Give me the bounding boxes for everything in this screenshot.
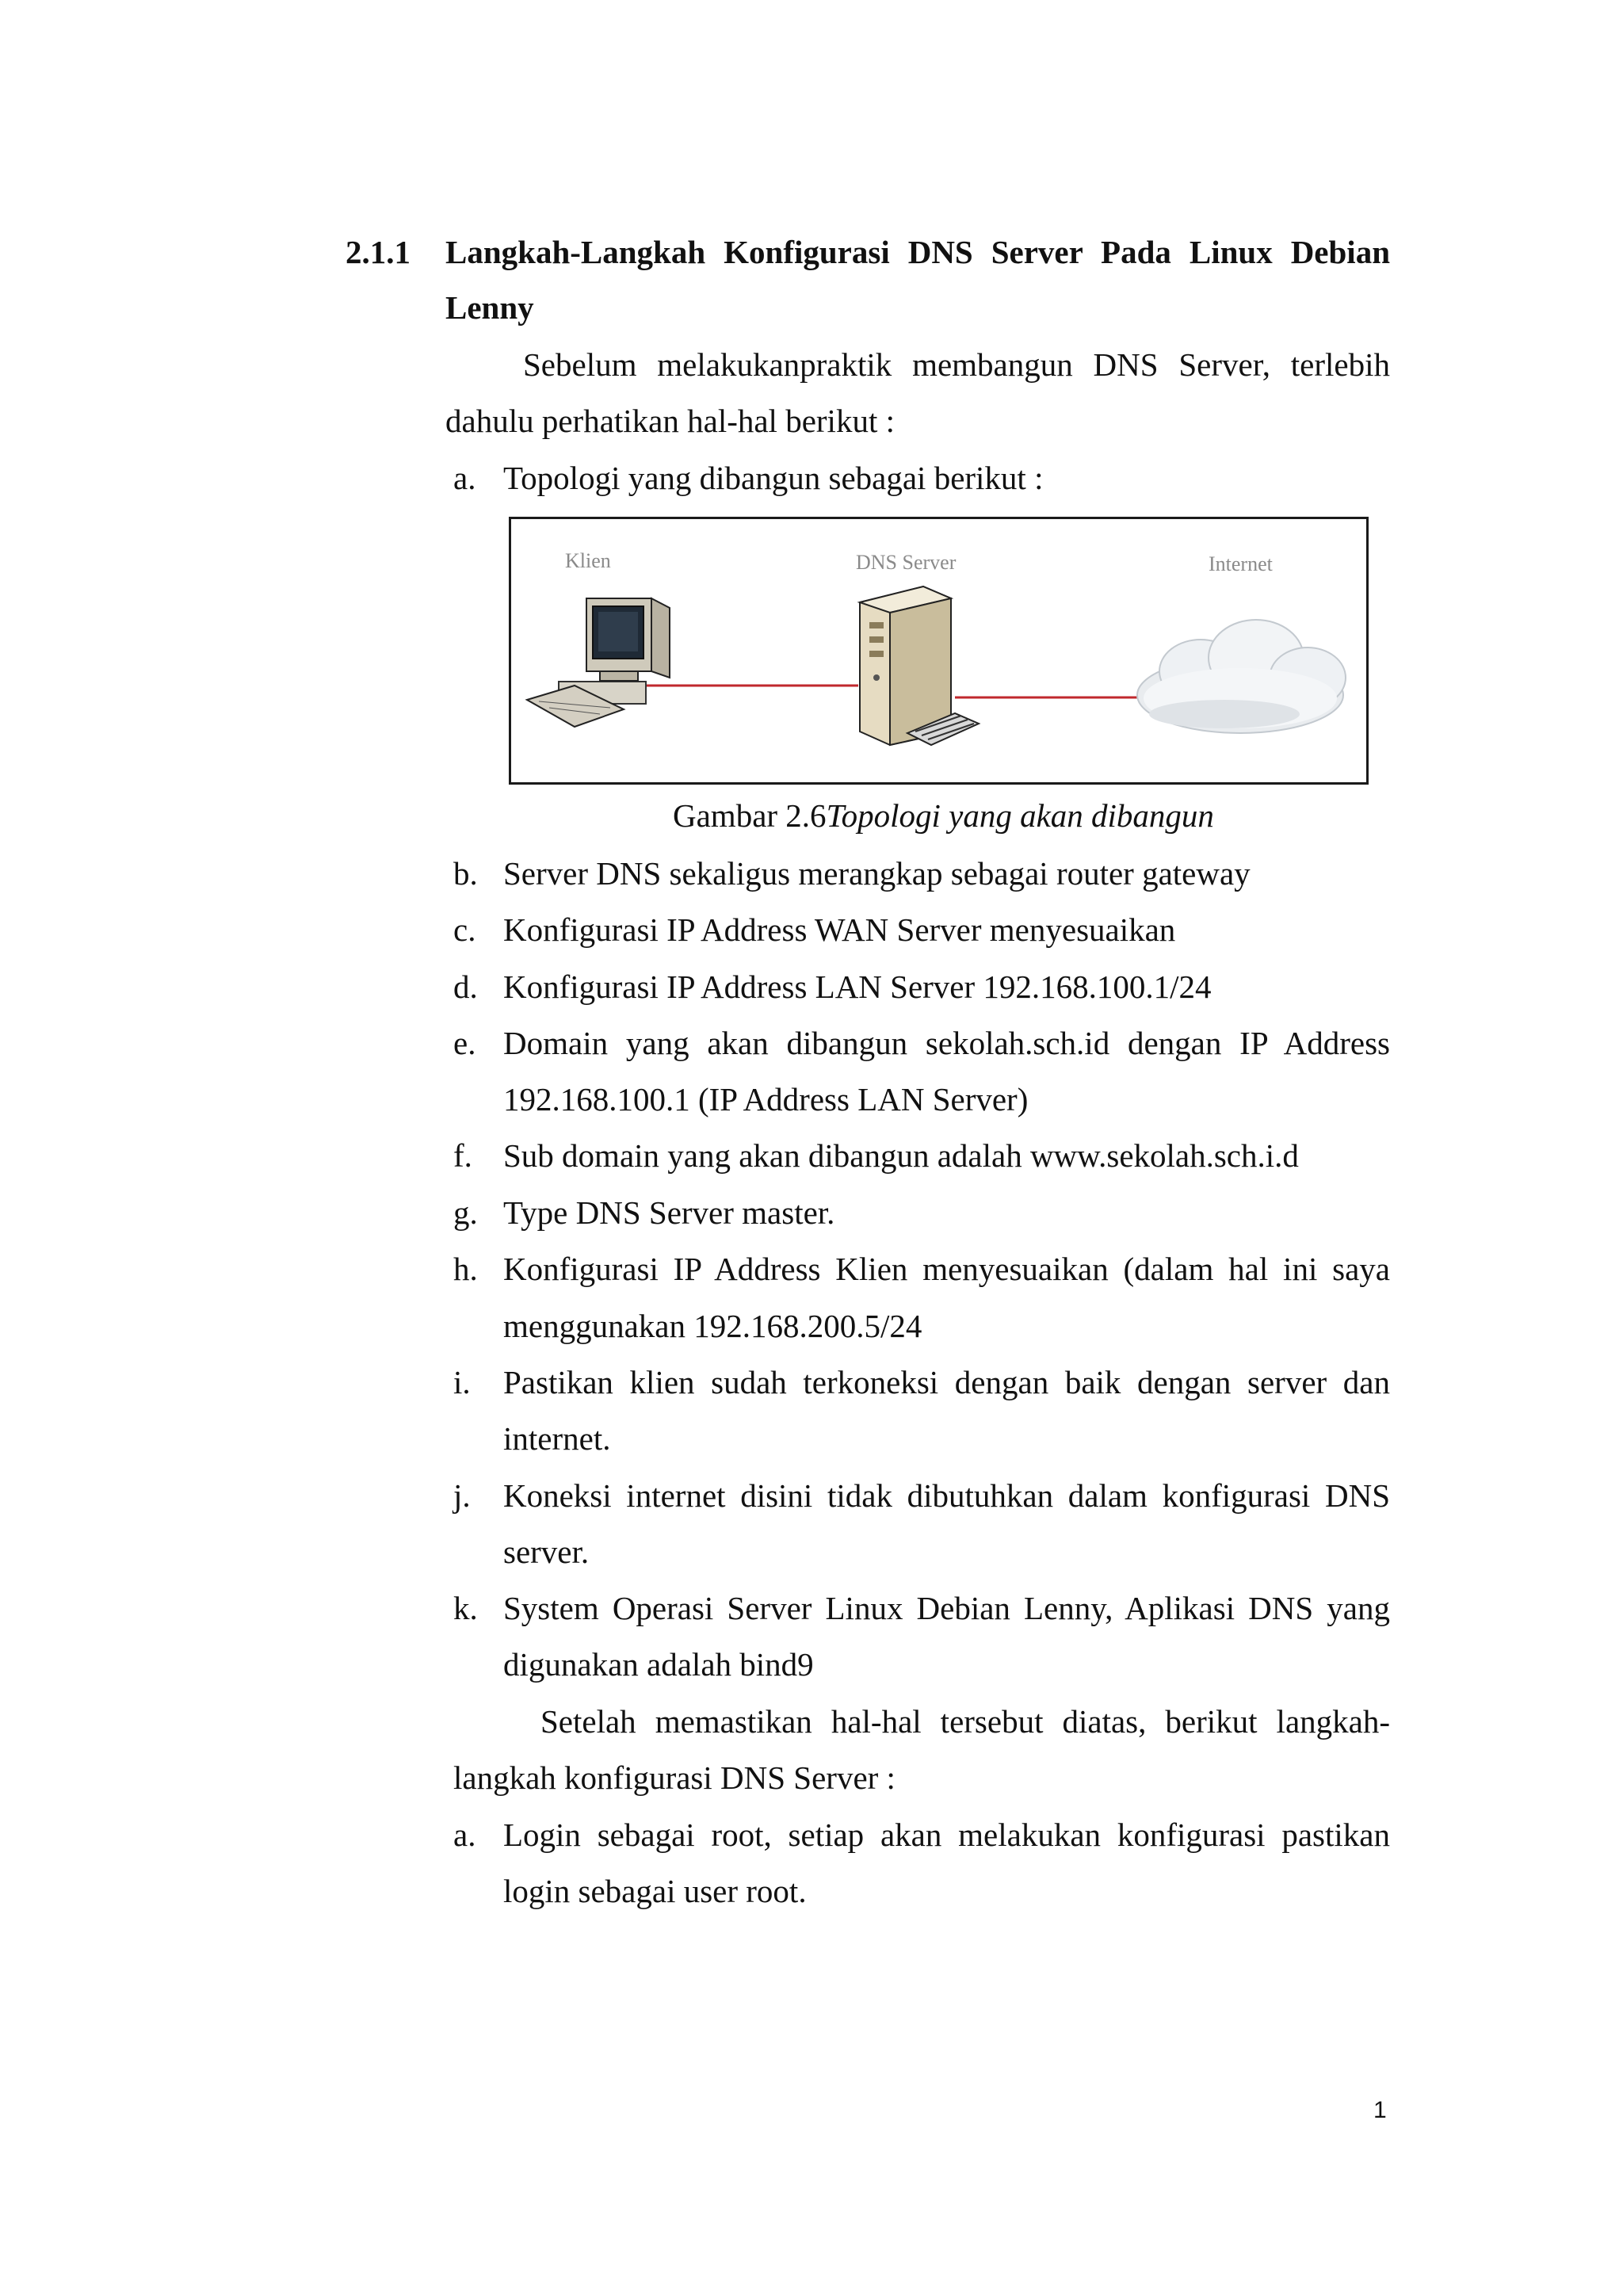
intro-line1: Sebelum melakukanpraktik membangun DNS Server, terlebih <box>523 346 1390 383</box>
caption-title: Topologi yang akan dibangun <box>826 797 1214 834</box>
list-item-text-cont: digunakan adalah bind9 <box>503 1646 814 1683</box>
page-number: 1 <box>1373 2097 1387 2123</box>
list-marker: c. <box>453 911 476 948</box>
section-number: 2.1.1 <box>346 234 411 270</box>
list-item-text: Sub domain yang akan dibangun adalah www.sekolah.sch.i.d <box>503 1137 1299 1174</box>
list-marker: h. <box>453 1251 478 1287</box>
internet-label: Internet <box>1209 552 1273 575</box>
list-item-text: Login sebagai root, setiap akan melakukan konfigurasi pastikan <box>503 1817 1390 1853</box>
dns-server-icon <box>860 586 979 745</box>
topology-diagram <box>511 519 1366 782</box>
list-item-text: Server DNS sekaligus merangkap sebagai router gateway <box>503 855 1251 892</box>
list-item-text: Domain yang akan dibangun sekolah.sch.id dengan IP Address <box>503 1025 1390 1061</box>
list-item-text-cont: server. <box>503 1534 590 1570</box>
list-item-text-cont: menggunakan 192.168.200.5/24 <box>503 1308 922 1344</box>
list-marker: e. <box>453 1025 476 1061</box>
client-label: Klien <box>565 549 611 572</box>
list-item-text: Topologi yang dibangun sebagai berikut : <box>503 460 1044 496</box>
list-marker: a. <box>453 1817 476 1853</box>
figure-caption <box>673 797 1214 834</box>
list-item-text-cont: internet. <box>503 1420 611 1457</box>
list-item-text-cont: 192.168.100.1 (IP Address LAN Server) <box>503 1081 1029 1117</box>
list-marker: j. <box>453 1477 471 1514</box>
list-item-text: Type DNS Server master. <box>503 1194 835 1231</box>
internet-cloud-icon <box>1137 620 1346 733</box>
list-item-text: Konfigurasi IP Address Klien menyesuaikan (dalam hal ini saya <box>503 1251 1390 1287</box>
list-item-text: System Operasi Server Linux Debian Lenny, Aplikasi DNS yang <box>503 1590 1390 1626</box>
server-label: DNS Server <box>856 551 957 574</box>
list-marker: a. <box>453 460 476 496</box>
outro-line1: Setelah memastikan hal-hal tersebut diatas, berikut langkah- <box>540 1703 1390 1740</box>
list-marker: k. <box>453 1590 478 1626</box>
outro-line2: langkah konfigurasi DNS Server : <box>453 1759 896 1796</box>
section-title-line1: Langkah-Langkah Konfigurasi DNS Server Pada Linux Debian <box>445 234 1390 270</box>
list-item-text-cont: login sebagai user root. <box>503 1873 807 1909</box>
list-marker: i. <box>453 1364 471 1400</box>
intro-line2: dahulu perhatikan hal-hal berikut : <box>445 403 895 439</box>
caption-prefix: Gambar 2.6 <box>673 797 827 834</box>
list-item-text: Konfigurasi IP Address WAN Server menyesuaikan <box>503 911 1176 948</box>
list-marker: b. <box>453 855 478 892</box>
list-marker: f. <box>453 1137 472 1174</box>
list-item-text: Koneksi internet disini tidak dibutuhkan dalam konfigurasi DNS <box>503 1477 1390 1514</box>
client-computer-icon <box>527 598 670 727</box>
topology-figure <box>509 517 1369 785</box>
list-item-text: Konfigurasi IP Address LAN Server 192.168.100.1/24 <box>503 968 1212 1005</box>
list-marker: g. <box>453 1194 478 1231</box>
section-title-line2: Lenny <box>445 289 534 326</box>
list-marker: d. <box>453 968 478 1005</box>
list-item-text: Pastikan klien sudah terkoneksi dengan baik dengan server dan <box>503 1364 1390 1400</box>
